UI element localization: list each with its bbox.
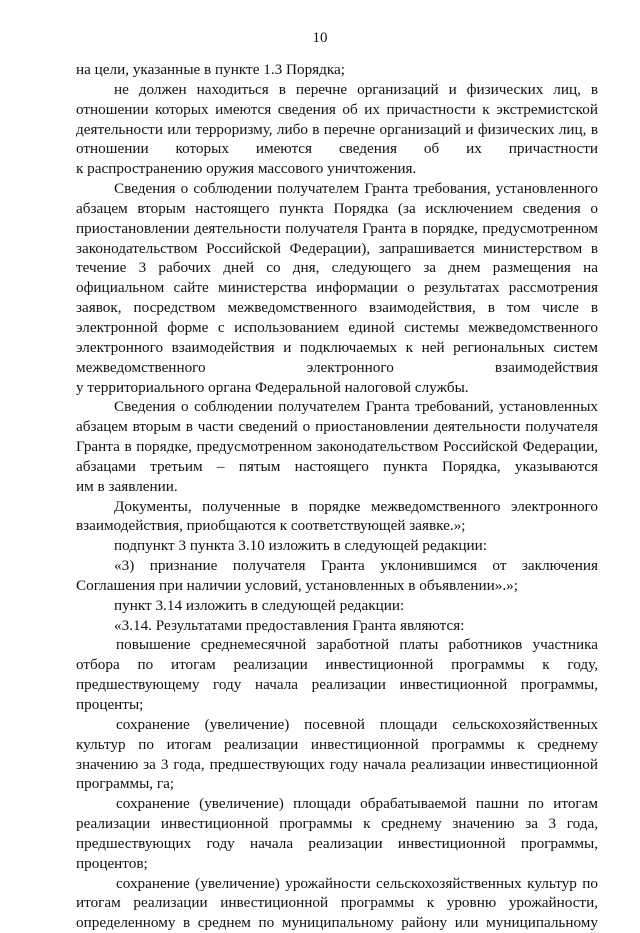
paragraph-11: сохранение (увеличение) посевной площади сельскохозяйственных культур по итогам реализации инвестиционной программы к среднему значению за 3 года, предшествующих году начала реализации инвестиционной — [76, 715, 598, 773]
paragraph-5: Документы, полученные в порядке межведомственного электронного — [114, 497, 598, 515]
paragraph-12-end: процентов; — [76, 854, 148, 872]
paragraph-4-end: им в заявлении. — [76, 477, 178, 495]
paragraph-3: Сведения о соблюдении получателем Гранта требования, установленного абзацем вторым настоящего пункта Порядка (за исключением сведения о приостановлении деятельности получателя Гранта в порядке, предусмотренном законодательством Российской Федерации), запрашивается министерством в течение 3 рабочих дней со дня, следующего за днем размещения на официальном сайте министерства информации о результатах рассмотрения заявок, посредством межведомственного взаимодействия, в том числе в электронной форме с использованием единой системы межведомственного электронного взаимодействия и подключаемых к ней региональных систем межведомственного электронного взаимодействия — [76, 180, 599, 376]
page-number: 10 — [312, 30, 328, 46]
document-body — [76, 60, 598, 933]
paragraph-11-end: программы, га; — [76, 775, 175, 793]
paragraph-10-end: проценты; — [76, 696, 144, 713]
paragraph-12: сохранение (увеличение) площади обрабатываемой пашни по итогам реализации инвестиционной программы к среднему значению за 3 года, предшествующих году начала реализации инвестиционной программы, — [76, 795, 598, 852]
paragraph-8: пункт 3.14 изложить в следующей редакции: — [114, 596, 405, 614]
paragraph-10: повышение среднемесячной заработной платы работников участника отбора по итогам реализации инвестиционной программы к году, предшествующему году начала реализации инвестиционной программы, — [76, 636, 598, 694]
paragraph-7: «3) признание получателя Гранта уклонившимся от заключения — [114, 557, 598, 575]
paragraph-7-end: Соглашения при наличии условий, установленных в объявлении».»; — [76, 576, 518, 594]
paragraph-2-end: к распространению оружия массового уничтожения. — [76, 160, 417, 178]
paragraph-6: подпункт 3 пункта 3.10 изложить в следующей редакции: — [114, 537, 487, 555]
paragraph-2: не должен находиться в перечне организаций и физических лиц, в отношении которых имеются сведения об их причастности к экстремистской деятельности или терроризму, либо в перечне организаций и физических лиц, в отношении которых имеются сведения об их причастности — [76, 80, 599, 158]
paragraph-5-end: взаимодействия, приобщаются к соответствующей заявке.»; — [76, 517, 466, 535]
paragraph-13: сохранение (увеличение) урожайности сельскохозяйственных культур по итогам реализации инвестиционной программы к уровню урожайности, определенному в среднем по муниципальному району или муниципальному — [76, 874, 598, 932]
paragraph-3-end: у территориального органа Федеральной налоговой службы. — [76, 378, 469, 396]
paragraph-1: на цели, указанные в пункте 1.3 Порядка; — [76, 61, 345, 78]
paragraph-9: «3.14. Результатами предоставления Гранта являются: — [114, 616, 465, 634]
paragraph-4: Сведения о соблюдении получателем Гранта требований, установленных абзацем вторым в части сведений о приостановлении деятельности получателя Гранта в порядке, предусмотренном законодательством Российской Федерации, абзацами третьим – пятым настоящего пункта Порядка, указываются — [76, 398, 598, 475]
